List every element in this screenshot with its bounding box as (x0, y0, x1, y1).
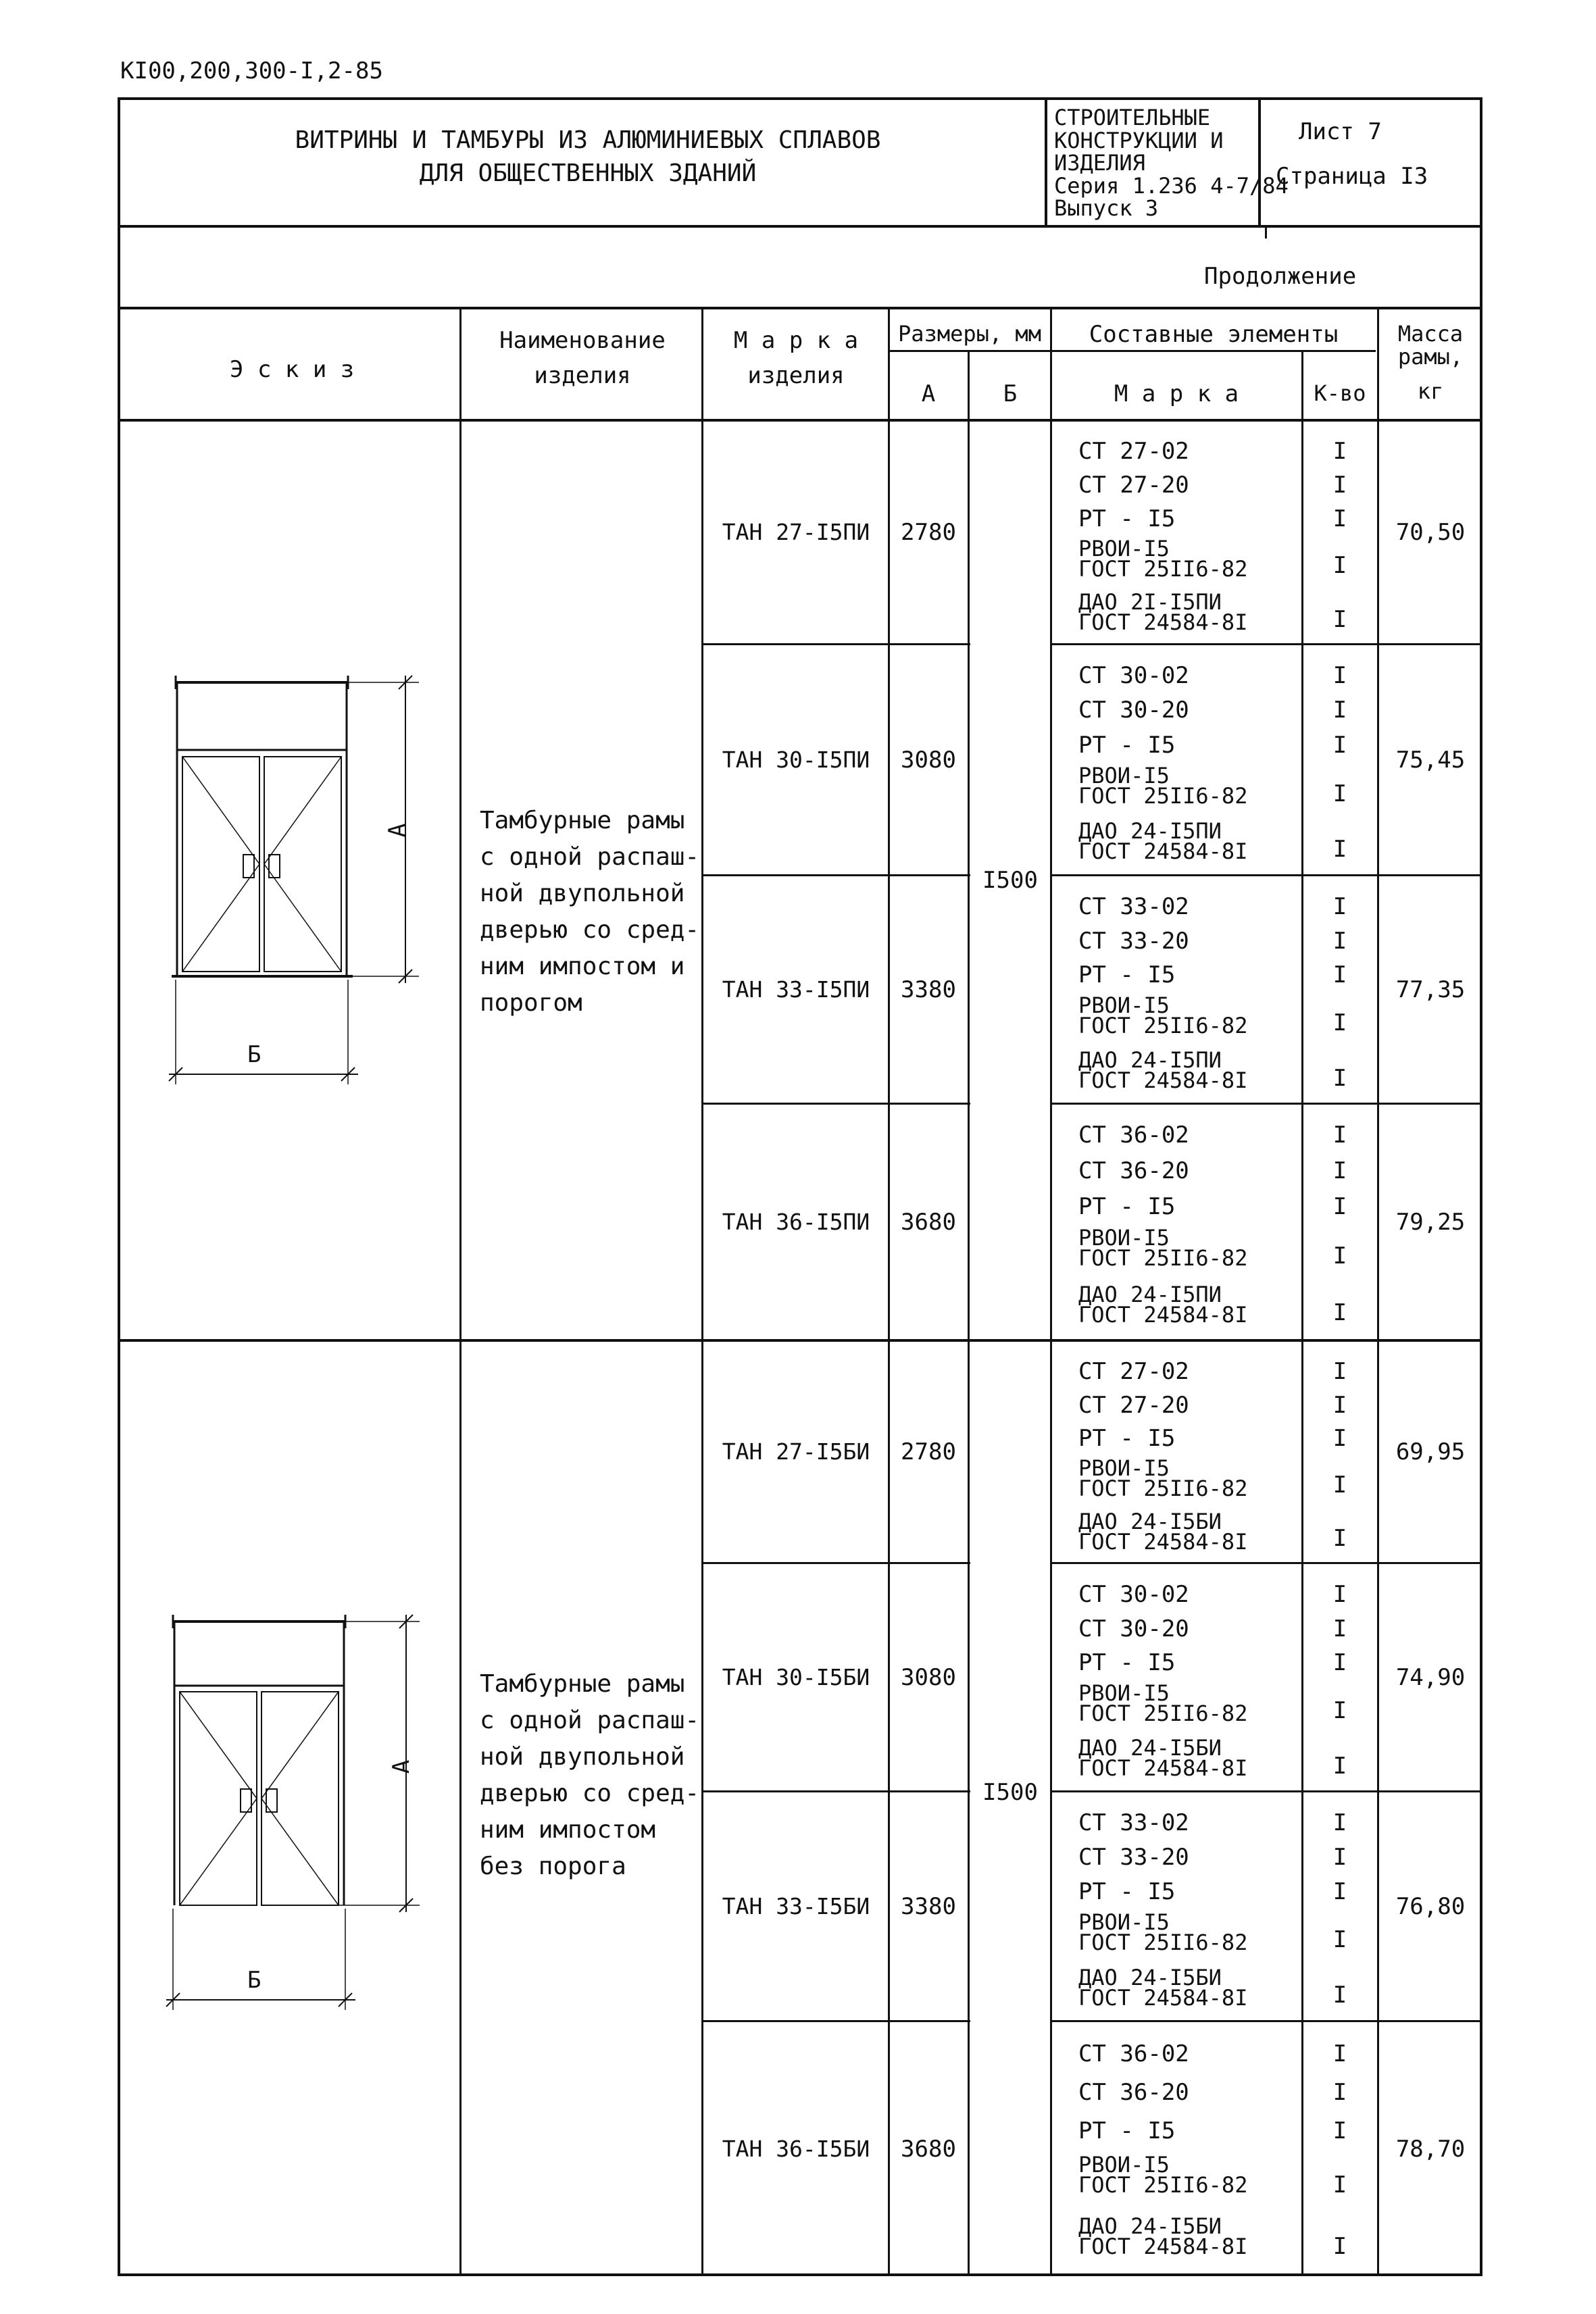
product-name-line: ним импостом (480, 1816, 656, 1844)
element-mark: РТ - I5 (1078, 505, 1176, 532)
door-frame-sketch-without-threshold (159, 1608, 430, 2027)
element-qty: I (1332, 1843, 1347, 1871)
table-row-mass: 69,95 (1395, 1438, 1466, 1465)
issue-label: Выпуск 3 (1054, 195, 1159, 222)
element-qty: I (1332, 1242, 1347, 1270)
column-header-element-mark: М а р к а (1114, 380, 1239, 407)
column-header-mark-line-1: М а р к а (733, 327, 859, 354)
product-name-line: с одной распаш- (480, 843, 700, 871)
column-header-sketch: Э с к и з (230, 356, 355, 383)
element-qty: I (1332, 505, 1347, 532)
element-qty: I (1332, 1649, 1347, 1677)
product-name-line: Тамбурные рамы (480, 807, 685, 834)
product-name-line: ной двупольной (480, 1743, 685, 1771)
element-qty: I (1332, 1064, 1347, 1092)
element-qty: I (1332, 1580, 1347, 1608)
element-mark: РВОИ-I5 (1078, 992, 1170, 1018)
element-mark: ДАО 24-I5БИ (1078, 2213, 1222, 2240)
table-row-mass: 79,25 (1395, 1208, 1466, 1236)
element-qty: I (1332, 1009, 1347, 1037)
column-header-sizes: Размеры, мм (898, 321, 1041, 347)
element-mark: РВОИ-I5 (1078, 1680, 1170, 1706)
element-mark: ГОСТ 25II6-82 (1078, 1012, 1248, 1038)
element-qty: I (1332, 1358, 1347, 1386)
category-line-1: СТРОИТЕЛЬНЫЕ (1054, 105, 1211, 130)
element-mark: РВОИ-I5 (1078, 2152, 1170, 2178)
element-qty: I (1332, 1982, 1347, 2009)
table-row-size-a: 2780 (901, 1438, 956, 1465)
element-mark: СТ 27-20 (1078, 1391, 1189, 1419)
element-mark: ГОСТ 24584-8I (1078, 1067, 1248, 1094)
element-qty: I (1332, 1122, 1347, 1149)
element-mark: ГОСТ 24584-8I (1078, 2234, 1248, 2260)
column-header-mark (703, 323, 889, 393)
table-row-mass: 70,50 (1395, 519, 1466, 546)
element-mark: СТ 30-20 (1078, 697, 1189, 724)
element-qty: I (1332, 2117, 1347, 2144)
element-qty: I (1332, 438, 1347, 466)
element-mark: СТ 33-20 (1078, 927, 1189, 955)
column-header-mass-line-3: кг (1417, 378, 1444, 405)
table-row-size-a: 3080 (901, 746, 956, 774)
sketch-label-b: Б (247, 1041, 261, 1068)
element-mark: СТ 33-20 (1078, 1843, 1189, 1871)
series-label: Серия 1.236 4-7/84 (1054, 172, 1289, 199)
element-mark: ГОСТ 25II6-82 (1078, 555, 1248, 582)
product-name-line: с одной распаш- (480, 1707, 700, 1734)
table-row-size-a: 3380 (901, 976, 956, 1003)
element-qty: I (1332, 1878, 1347, 1905)
product-name-line: ной двупольной (480, 880, 685, 907)
table-row-mass: 78,70 (1395, 2136, 1466, 2163)
element-mark: СТ 27-20 (1078, 472, 1189, 499)
element-qty: I (1332, 1391, 1347, 1419)
column-header-name-line-2: изделия (534, 362, 631, 389)
element-mark: ГОСТ 24584-8I (1078, 1984, 1248, 2011)
document-code: КI00,200,300-I,2-85 (120, 57, 383, 84)
element-qty: I (1332, 1809, 1347, 1836)
element-mark: ГОСТ 24584-8I (1078, 838, 1248, 865)
element-mark: ДАО 24-I5ПИ (1078, 1281, 1222, 1307)
sketch-label-a: А (384, 823, 412, 838)
category-line-2: КОНСТРУКЦИИ И (1054, 127, 1224, 153)
element-qty: I (1332, 1299, 1347, 1327)
element-mark: РТ - I5 (1078, 1649, 1176, 1677)
element-mark: РТ - I5 (1078, 1192, 1176, 1220)
element-mark: ДАО 24-I5ПИ (1078, 1047, 1222, 1074)
size-b-group-2: I500 (982, 1779, 1038, 1806)
element-mark: ГОСТ 25II6-82 (1078, 2172, 1248, 2198)
title-line-1: ВИТРИНЫ И ТАМБУРЫ ИЗ АЛЮМИНИЕВЫХ СПЛАВОВ (295, 126, 881, 154)
product-name-line: ним импостом и (480, 953, 685, 980)
element-mark: ГОСТ 24584-8I (1078, 1755, 1248, 1782)
product-name-group-2 (480, 1666, 699, 1885)
table-row-mark: ТАН 33-I5БИ (722, 1892, 870, 1919)
product-name-line: Тамбурные рамы (480, 1670, 685, 1698)
element-mark: СТ 36-20 (1078, 2078, 1189, 2106)
element-mark: РВОИ-I5 (1078, 1455, 1170, 1481)
element-qty: I (1332, 552, 1347, 580)
table-row-mark: ТАН 30-I5БИ (722, 1663, 870, 1690)
element-qty: I (1332, 731, 1347, 759)
element-mark: ГОСТ 25II6-82 (1078, 1244, 1248, 1271)
element-mark: ГОСТ 25II6-82 (1078, 1700, 1248, 1726)
element-mark: ГОСТ 25II6-82 (1078, 782, 1248, 809)
element-mark: РТ - I5 (1078, 1878, 1176, 1905)
element-mark: СТ 30-20 (1078, 1615, 1189, 1642)
continuation-label: Продолжение (1204, 263, 1357, 290)
element-mark: РВОИ-I5 (1078, 1909, 1170, 1935)
element-mark: СТ 33-02 (1078, 1809, 1189, 1836)
element-qty: I (1332, 892, 1347, 920)
door-frame-sketch-with-threshold (162, 669, 432, 1088)
element-mark: ГОСТ 24584-8I (1078, 1528, 1248, 1555)
product-name-group-1 (480, 803, 699, 1022)
table-row-mark: ТАН 30-I5ПИ (722, 746, 870, 773)
column-header-elements: Составные элементы (1089, 321, 1339, 348)
product-name-line: порогом (480, 989, 582, 1017)
table-row-mark: ТАН 33-I5ПИ (722, 976, 870, 1003)
element-mark: РТ - I5 (1078, 961, 1176, 989)
table-row-size-a: 2780 (901, 519, 956, 546)
element-qty: I (1332, 961, 1347, 989)
table-row-size-a: 3080 (901, 1663, 956, 1691)
element-qty: I (1332, 697, 1347, 724)
element-qty: I (1332, 1157, 1347, 1184)
column-header-mass-line-1: Масса (1397, 321, 1464, 347)
column-header-name-line-1: Наименование (499, 327, 666, 354)
product-name-line: дверью со сред- (480, 916, 700, 944)
element-qty: I (1332, 2040, 1347, 2067)
element-mark: ДАО 24-I5БИ (1078, 1508, 1222, 1534)
page-label: Страница I3 (1276, 163, 1428, 190)
element-mark: ГОСТ 24584-8I (1078, 1301, 1248, 1328)
sketch-label-a: А (388, 1759, 416, 1774)
product-name-line: дверью со сред- (480, 1780, 700, 1807)
table-row-size-a: 3680 (901, 2136, 956, 2163)
table-row-mass: 75,45 (1395, 746, 1466, 774)
element-qty: I (1332, 661, 1347, 689)
sheet-label: Лист 7 (1299, 118, 1382, 145)
column-header-name (461, 323, 704, 393)
element-mark: СТ 36-02 (1078, 1122, 1189, 1149)
element-qty: I (1332, 927, 1347, 955)
element-qty: I (1332, 2078, 1347, 2106)
element-qty: I (1332, 1192, 1347, 1220)
column-header-mass-line-2: рамы, (1397, 343, 1464, 370)
element-qty: I (1332, 1752, 1347, 1780)
element-mark: РТ - I5 (1078, 731, 1176, 759)
element-qty: I (1332, 1472, 1347, 1499)
table-row-mark: ТАН 36-I5БИ (722, 2136, 870, 2162)
column-header-size-a: А (921, 380, 936, 407)
element-qty: I (1332, 472, 1347, 499)
element-mark: ДАО 24-I5ПИ (1078, 818, 1222, 845)
element-mark: СТ 36-20 (1078, 1157, 1189, 1184)
column-header-element-qty: К-во (1314, 380, 1366, 406)
element-qty: I (1332, 2171, 1347, 2198)
element-mark: СТ 27-02 (1078, 438, 1189, 466)
size-b-group-1: I500 (982, 867, 1038, 894)
element-mark: СТ 30-02 (1078, 1580, 1189, 1608)
column-header-size-b: Б (1003, 380, 1018, 407)
element-qty: I (1332, 1425, 1347, 1453)
element-mark: ДАО 24-I5БИ (1078, 1735, 1222, 1761)
column-header-mark-line-2: изделия (747, 362, 845, 389)
table-row-size-a: 3380 (901, 1892, 956, 1920)
element-mark: ГОСТ 24584-8I (1078, 609, 1248, 636)
element-mark: ДАО 2I-I5ПИ (1078, 589, 1222, 615)
column-header-mass (1378, 323, 1482, 403)
element-mark: ГОСТ 25II6-82 (1078, 1929, 1248, 1955)
element-qty: I (1332, 2232, 1347, 2260)
table-row-mark: ТАН 36-I5ПИ (722, 1208, 870, 1235)
element-qty: I (1332, 1615, 1347, 1642)
element-mark: РВОИ-I5 (1078, 535, 1170, 561)
element-mark: РВОИ-I5 (1078, 762, 1170, 788)
element-qty: I (1332, 780, 1347, 807)
table-row-size-a: 3680 (901, 1208, 956, 1236)
product-name-line: без порога (480, 1853, 626, 1880)
element-mark: РВОИ-I5 (1078, 1224, 1170, 1251)
category-line-3: ИЗДЕЛИЯ (1054, 150, 1145, 176)
category-block (1054, 107, 1289, 220)
element-mark: СТ 30-02 (1078, 661, 1189, 689)
title-line-2: ДЛЯ ОБЩЕСТВЕННЫХ ЗДАНИЙ (419, 159, 757, 187)
element-mark: СТ 27-02 (1078, 1358, 1189, 1386)
element-mark: РТ - I5 (1078, 1425, 1176, 1453)
table-row-mark: ТАН 27-I5ПИ (722, 519, 870, 545)
table-row-mark: ТАН 27-I5БИ (722, 1438, 870, 1465)
element-mark: РТ - I5 (1078, 2117, 1176, 2144)
element-mark: ДАО 24-I5БИ (1078, 1964, 1222, 1990)
sketch-label-b: Б (247, 1967, 261, 1994)
element-mark: СТ 33-02 (1078, 892, 1189, 920)
element-qty: I (1332, 605, 1347, 633)
element-mark: СТ 36-02 (1078, 2040, 1189, 2067)
element-qty: I (1332, 1926, 1347, 1954)
element-qty: I (1332, 1697, 1347, 1725)
table-row-mass: 74,90 (1395, 1663, 1466, 1691)
document-title (135, 124, 1041, 190)
element-mark: ГОСТ 25II6-82 (1078, 1475, 1248, 1501)
element-qty: I (1332, 835, 1347, 863)
element-qty: I (1332, 1525, 1347, 1553)
table-row-mass: 76,80 (1395, 1892, 1466, 1920)
table-row-mass: 77,35 (1395, 976, 1466, 1003)
